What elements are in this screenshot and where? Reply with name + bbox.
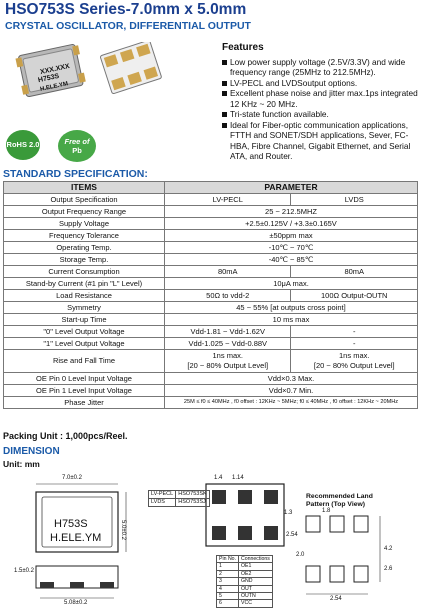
spec-item: Start-up Time xyxy=(4,314,165,326)
land-h-label: 2.0 xyxy=(296,552,305,558)
table-row xyxy=(4,266,418,278)
spec-item: Frequency Tolerance xyxy=(4,230,165,242)
marking-type: LV-PECL xyxy=(149,491,176,499)
features-section xyxy=(222,43,418,162)
features-list xyxy=(222,57,418,162)
marking-code: HSO753SK xyxy=(176,491,209,499)
table-row xyxy=(4,314,418,326)
pin-name: VCC xyxy=(239,600,273,607)
spec-value-line: 1ns max. xyxy=(339,351,370,360)
table-row xyxy=(217,563,273,570)
pin-no: 5 xyxy=(217,593,239,600)
pin-name: GND xyxy=(239,578,273,585)
feature-item: Low power supply voltage (2.5V/3.3V) and wide frequency range (25MHz to 212.5MHz). xyxy=(222,57,418,78)
pin-no: 6 xyxy=(217,600,239,607)
pin-name: OUT xyxy=(239,585,273,592)
land-w-label: 1.8 xyxy=(322,508,331,514)
pin-no: 2 xyxy=(217,570,239,577)
spec-value: Vdd-1.025 ~ Vdd-0.88V xyxy=(165,338,291,350)
col-param-header: PARAMETER xyxy=(165,182,418,194)
table-row xyxy=(4,373,418,385)
table-row xyxy=(4,206,418,218)
feature-item: Ideal for Fiber-optic communication applications, FTTH and SONET/SDH applications, Sever, FC-HBA, Fibre Channel, Gigabit Ethernet, and Serial ATA, and Router. xyxy=(222,120,418,162)
dimension-unit: Unit: mm xyxy=(3,459,40,469)
dim-length-label: 7.0±0.2 xyxy=(62,475,82,481)
packing-unit: Packing Unit : 1,000pcs/Reel. xyxy=(3,431,128,441)
spec-value-line: [20 ~ 80% Output Level] xyxy=(313,361,395,370)
land-pattern-title: Recommended Land Pattern (Top View) xyxy=(306,493,373,508)
lead-free-label-top: Free of xyxy=(64,137,90,146)
features-heading: Features xyxy=(222,42,264,53)
spec-section-title: STANDARD SPECIFICATION: xyxy=(3,168,148,180)
spec-value-line: 1ns max. xyxy=(212,351,243,360)
lead-free-label-bottom: Pb xyxy=(72,146,82,155)
side-view xyxy=(36,566,118,598)
table-row xyxy=(4,350,418,373)
pin-no: 3 xyxy=(217,578,239,585)
land-pitch-label: 2.54 xyxy=(330,596,342,602)
land-side-label: 2.6 xyxy=(384,566,393,572)
spec-item: Output Frequency Range xyxy=(4,206,165,218)
rohs-badge xyxy=(6,130,40,160)
spec-value: Vdd-1.81 ~ Vdd-1.62V xyxy=(165,326,291,338)
dim-height-label: 1.5±0.2 xyxy=(14,568,34,574)
pin-name: OE1 xyxy=(239,563,273,570)
product-subtitle: CRYSTAL OSCILLATOR, DIFFERENTIAL OUTPUT xyxy=(5,20,251,32)
spec-item: Current Consumption xyxy=(4,266,165,278)
spec-header-row xyxy=(4,182,418,194)
col-items-header: ITEMS xyxy=(4,182,165,194)
marking-code: HSO753SJ xyxy=(176,499,209,507)
table-row xyxy=(149,491,210,499)
pin-no: 4 xyxy=(217,585,239,592)
product-photos xyxy=(12,42,162,122)
spec-value: 10 ms max xyxy=(165,314,418,326)
spec-item: Operating Temp. xyxy=(4,242,165,254)
rohs-badge-label: RoHS 2.0 xyxy=(6,140,40,149)
spec-value-line: [20 ~ 80% Output Level] xyxy=(187,361,269,370)
table-row xyxy=(217,593,273,600)
dim-pad-b-label: 1.14 xyxy=(232,475,244,481)
bottom-view xyxy=(206,484,284,546)
pin-no-header: Pin No. xyxy=(217,556,239,563)
dim-pad-a-label: 1.4 xyxy=(214,475,223,481)
table-row xyxy=(4,326,418,338)
spec-item: Load Resistance xyxy=(4,290,165,302)
dimension-title: DIMENSION xyxy=(3,446,60,457)
land-pattern xyxy=(306,516,380,594)
spec-value: +2.5±0.125V / +3.3±0.165V xyxy=(165,218,418,230)
spec-item: Supply Voltage xyxy=(4,218,165,230)
lead-free-badge xyxy=(58,130,96,162)
dim-pitch-side-label: 2.54 xyxy=(286,532,298,538)
table-row xyxy=(4,338,418,350)
spec-item: OE Pin 1 Level Input Voltage xyxy=(4,385,165,397)
chip-marking-line1: XXX.XXX xyxy=(39,62,71,77)
table-row xyxy=(149,499,210,507)
spec-value: LVDS xyxy=(291,194,418,206)
pin-no: 1 xyxy=(217,563,239,570)
spec-value: 25 ~ 212.5MHZ xyxy=(165,206,418,218)
spec-value: - xyxy=(291,338,418,350)
spec-value xyxy=(165,350,291,373)
spec-item: "0" Level Output Voltage xyxy=(4,326,165,338)
table-row xyxy=(4,397,418,409)
spec-value: 80mA xyxy=(291,266,418,278)
spec-value: -10℃ ~ 70℃ xyxy=(165,242,418,254)
pin-name: OUTN xyxy=(239,593,273,600)
spec-item: Symmetry xyxy=(4,302,165,314)
spec-value: ±50ppm max xyxy=(165,230,418,242)
table-row xyxy=(4,242,418,254)
table-row xyxy=(4,290,418,302)
spec-table xyxy=(3,181,418,409)
spec-value: 25M ≤ f0 ≤ 40MHz , f0 offset : 12KHz ~ 5MHz; f0 ≤ 40MHz , f0 offset : 12KHz ~ 20MHz xyxy=(165,397,418,409)
chip-marking-line3: H.ELE.YM xyxy=(39,81,69,93)
table-row xyxy=(4,302,418,314)
spec-item: Phase Jitter xyxy=(4,397,165,409)
marking-type: LVDS xyxy=(149,499,176,507)
feature-item: LV-PECL and LVDSoutput options. xyxy=(222,78,418,89)
dim-width-label: 5.0±0.2 xyxy=(120,520,126,540)
spec-value: 10μA max. xyxy=(165,278,418,290)
table-row xyxy=(4,194,418,206)
marking-table xyxy=(148,490,210,507)
oscillator-photo xyxy=(12,42,162,122)
chip-top-marking-line2: H.ELE.YM xyxy=(50,532,102,544)
table-row xyxy=(217,570,273,577)
spec-item: "1" Level Output Voltage xyxy=(4,338,165,350)
spec-value: -40℃ ~ 85℃ xyxy=(165,254,418,266)
spec-item: Storage Temp. xyxy=(4,254,165,266)
spec-value: 50Ω to vdd-2 xyxy=(165,290,291,302)
feature-item: Tri-state function available. xyxy=(222,109,418,120)
table-row xyxy=(217,585,273,592)
table-row xyxy=(217,600,273,607)
table-row xyxy=(4,278,418,290)
chip-top-marking-line1: H753S xyxy=(54,518,88,530)
spec-value: 100Ω Output-OUTN xyxy=(291,290,418,302)
table-row xyxy=(217,578,273,585)
spec-value: 45 ~ 55% [at outputs cross point] xyxy=(165,302,418,314)
pin-header-row xyxy=(217,556,273,563)
spec-value: - xyxy=(291,326,418,338)
table-row xyxy=(4,230,418,242)
pin-table xyxy=(216,555,273,608)
spec-value: 80mA xyxy=(165,266,291,278)
product-title: HSO753S Series-7.0mm x 5.0mm xyxy=(5,1,247,18)
pin-conn-header: Connections xyxy=(239,556,273,563)
spec-item: Stand-by Current (#1 pin "L" Level) xyxy=(4,278,165,290)
dim-pad-pitch-label: 5.08±0.2 xyxy=(64,600,88,606)
pin-name: OE2 xyxy=(239,570,273,577)
spec-value xyxy=(291,350,418,373)
table-row xyxy=(4,385,418,397)
spec-value: Vdd×0.3 Max. xyxy=(165,373,418,385)
land-gap-label: 4.2 xyxy=(384,546,393,552)
feature-item: Excellent phase noise and jitter max.1ps integrated 12 KHz ~ 20 MHz. xyxy=(222,88,418,109)
dim-side-label: 1.3 xyxy=(284,510,293,516)
spec-item: Rise and Fall Time xyxy=(4,350,165,373)
table-row xyxy=(4,254,418,266)
spec-item: Output Specification xyxy=(4,194,165,206)
chip-marking-line2: H753S xyxy=(37,72,60,85)
spec-item: OE Pin 0 Level Input Voltage xyxy=(4,373,165,385)
table-row xyxy=(4,218,418,230)
spec-value: LV-PECL xyxy=(165,194,291,206)
spec-value: Vdd×0.7 Min. xyxy=(165,385,418,397)
